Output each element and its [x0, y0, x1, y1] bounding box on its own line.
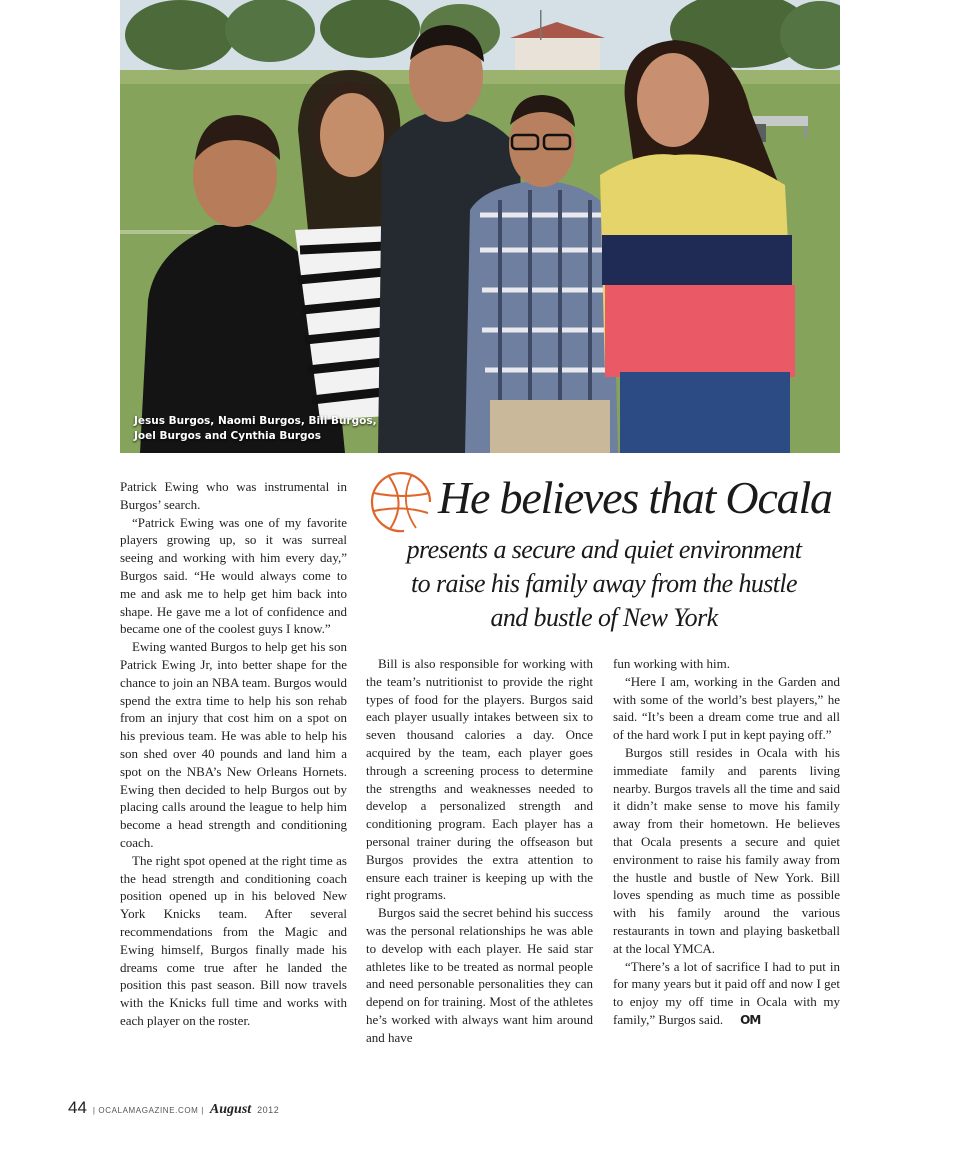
page-footer — [68, 1098, 279, 1120]
paragraph: The right spot opened at the right time as the head strength and conditioning coach position opened up in his beloved New York Knicks team. After several recommendations from the Magic and Ewing himself, Burgos finally made his dreams come true after he landed the position this past season. Bill now travels with the Knicks full time and works with each player on the roster. — [120, 852, 347, 1028]
caption-line-1: Jesus Burgos, Naomi Burgos, Bill Burgos, — [134, 415, 377, 427]
footer-site: | OCALAMAGAZINE.COM | — [92, 1106, 204, 1115]
pull-quote-line-3: to raise his family away from the hustle — [411, 569, 797, 598]
paragraph — [613, 958, 840, 1030]
article-column-3 — [613, 655, 840, 1030]
paragraph: Burgos said the secret behind his success was the personal relationships he was able to develop with each player. He said star athletes like to be treated as normal people and need personable personalities they can depend on for training. Most of the athletes he’s worked with always want him around and have — [366, 905, 593, 1045]
basketball-icon — [368, 469, 436, 535]
paragraph: fun working with him. — [613, 656, 730, 671]
paragraph: Bill is also responsible for working with the team’s nutritionist to provide the right types of food for the players. Burgos said each player usually intakes between six to seven thousand calories a day. Once acquired by the team, each player goes through a screening process to determine the strengths and weaknesses needed to develop a personalized strength and conditioning program. Each player has a personal trainer during the offseason but Burgos provides the extra attention to ensure each trainer is keeping up with the right programs. — [366, 656, 593, 903]
paragraph: Ewing wanted Burgos to help get his son Patrick Ewing Jr, into better shape for the chance to join an NBA team. Burgos would spend the extra time to help his son rehab from an injury that cost him on a spot on his previous team. He was able to help his son shed over 40 pounds and land him a spot on the NBA’s New Orleans Hornets. Ewing then decided to help Burgos out by placing calls around the league to help him become a head strength and conditioning coach. — [120, 639, 347, 850]
family-photo — [120, 0, 840, 453]
closing-quote-text: “There’s a lot of sacrifice I had to put in for many years but it paid off and now I get to enjoy my off time in Ocala with my family,” Burgos said. — [613, 958, 840, 1027]
pull-quote-line-4: and bustle of New York — [490, 603, 718, 632]
article-column-2 — [366, 655, 593, 1047]
pull-quote-line-1: He believes that Ocala — [438, 472, 832, 523]
paragraph: “Here I am, working in the Garden and with some of the world’s best players,” he said. “It’s been a dream come true and all of the hard work I put in kept paying off.” — [613, 673, 840, 743]
paragraph: “Patrick Ewing was one of my favorite players growing up, so it was surreal seeing and working with him every day,” Burgos said. “He would always come to me and ask me to help get him back into shape. He gave me a lot of confidence and became one of the coolest guys I know.” — [120, 514, 347, 637]
photo-caption — [134, 414, 394, 444]
caption-line-2: Joel Burgos and Cynthia Burgos — [134, 430, 322, 442]
pull-quote — [368, 465, 840, 635]
pull-quote-line-2: presents a secure and quiet environment — [406, 535, 802, 564]
paragraph: Burgos still resides in Ocala with his immediate family and parents living nearby. Burgos travels all the time and said it didn’t make sense to move his family away from their hometown. He believes that Ocala presents a secure and quiet environment to raise his family away from the hustle and bustle of New York. Bill loves spending as much time as possible with his family around the various restaurants in town and playing basketball at the local YMCA. — [613, 744, 840, 956]
paragraph: Patrick Ewing who was instrumental in Burgos’ search. — [120, 479, 347, 512]
end-mark-logo: OM — [740, 1012, 761, 1027]
family-photo-illustration — [120, 0, 840, 453]
article-column-1 — [120, 478, 347, 1030]
footer-year: 2012 — [257, 1105, 280, 1115]
footer-month: August — [209, 1102, 252, 1117]
page-number: 44 — [68, 1098, 87, 1117]
